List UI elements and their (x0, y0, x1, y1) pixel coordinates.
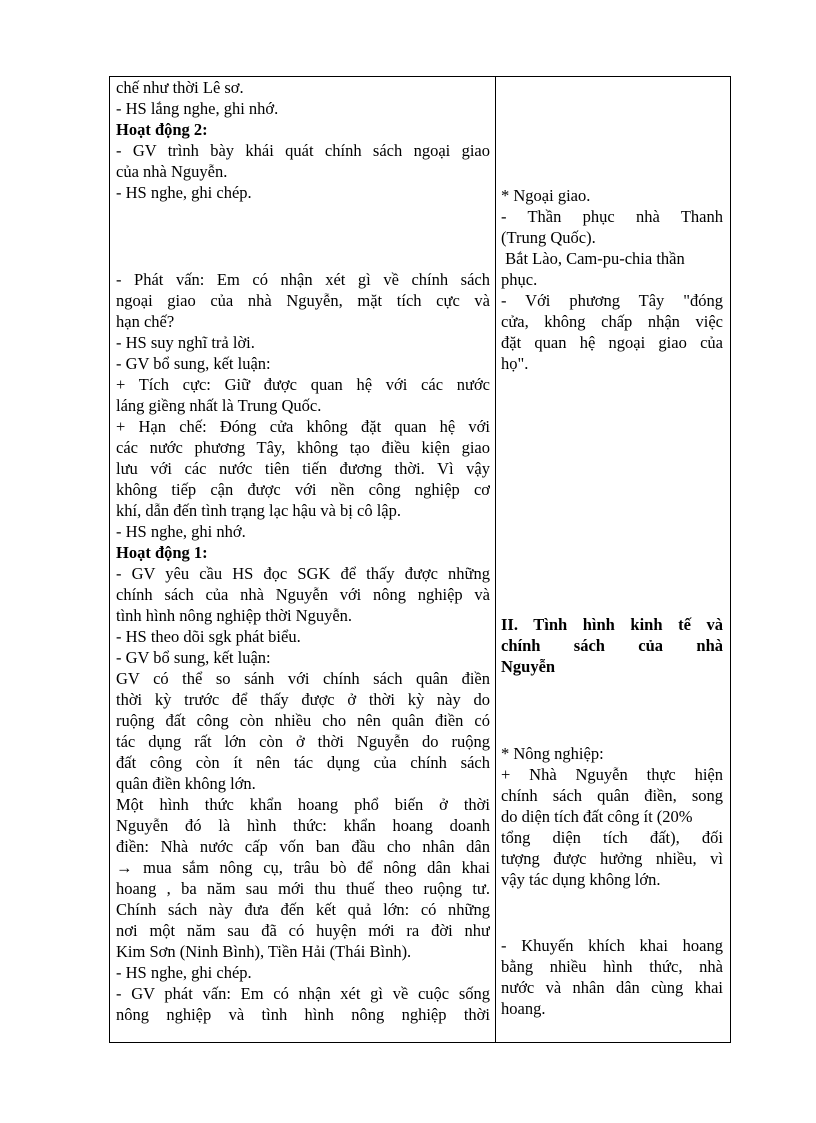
activity-heading: Hoạt động 1: (116, 543, 208, 562)
right-line: + Nhà Nguyễn thực hiện (501, 765, 723, 784)
section-heading: Nguyễn (501, 657, 556, 676)
right-line: do diện tích đất công ít (20% (501, 807, 693, 826)
left-line: tác dụng rất lớn còn ở thời Nguyễn do ruộng (116, 732, 490, 751)
left-line: nơi một năm sau đã có huyện mới ra đời như (116, 921, 490, 940)
left-line: - HS suy nghĩ trả lời. (116, 333, 255, 352)
left-line: chế như thời Lê sơ. (116, 78, 244, 97)
left-line: - GV bổ sung, kết luận: (116, 354, 271, 373)
right-line: bằng nhiều hình thức, nhà (501, 957, 723, 976)
left-line: của nhà Nguyễn. (116, 162, 228, 181)
left-line: + Hạn chế: Đóng cửa không đặt quan hệ với (116, 417, 490, 436)
left-line: nông nghiệp và tình hình nông nghiệp thời (116, 1005, 490, 1024)
left-line: - GV phát vấn: Em có nhận xét gì về cuộc sống (116, 984, 490, 1003)
lesson-table (109, 76, 731, 1043)
right-line: * Ngoại giao. (501, 186, 591, 205)
right-line: chính sách quân điền, song (501, 786, 723, 805)
left-line: điền: Nhà nước cấp vốn ban đầu cho nhân dân (116, 837, 490, 856)
left-line: - HS nghe, ghi nhớ. (116, 522, 246, 541)
left-line: ruộng đất công còn nhiều cho nên quân điền có (116, 711, 490, 730)
left-line: đất công còn ít nên tác dụng của chính sách (116, 753, 490, 772)
right-line: họ". (501, 354, 529, 373)
right-line: (Trung Quốc). (501, 228, 596, 247)
left-line: GV có thể so sánh với chính sách quân điền (116, 669, 490, 688)
left-line: Nguyễn đó là hình thức: khẩn hoang doanh (116, 816, 490, 835)
right-line: - Với phương Tây "đóng (501, 291, 723, 310)
left-line: → mua sắm nông cụ, trâu bò để nông dân khai (116, 858, 490, 877)
left-line: - GV bổ sung, kết luận: (116, 648, 271, 667)
content-column (496, 77, 730, 1042)
left-line: ngoại giao của nhà Nguyễn, mặt tích cực và (116, 291, 490, 310)
left-line: láng giềng nhất là Trung Quốc. (116, 396, 322, 415)
left-line: + Tích cực: Giữ được quan hệ với các nước (116, 375, 490, 394)
right-line: * Nông nghiệp: (501, 744, 604, 763)
right-line: hoang. (501, 999, 546, 1018)
right-line: nước và nhân dân cùng khai (501, 978, 723, 997)
left-line: - GV trình bày khái quát chính sách ngoại giao (116, 141, 490, 160)
left-line: chính sách của nhà Nguyễn với nông nghiệp và (116, 585, 490, 604)
right-line: tượng được hưởng nhiều, vì (501, 849, 723, 868)
right-line: Bắt Lào, Cam-pu-chia thần (501, 249, 685, 268)
left-line: tình hình nông nghiệp thời Nguyễn. (116, 606, 353, 625)
right-line: tổng diện tích đất), đối (501, 828, 723, 847)
activities-column (110, 77, 496, 1042)
left-line: - HS nghe, ghi chép. (116, 183, 252, 202)
right-line: đặt quan hệ ngoại giao của (501, 333, 723, 352)
right-line: vậy tác dụng không lớn. (501, 870, 661, 889)
section-heading: II. Tình hình kinh tế và (501, 615, 723, 634)
left-line: lưu với các nước tiên tiến đương thời. Vì vậy (116, 459, 490, 478)
left-line: - Phát vấn: Em có nhận xét gì về chính sách (116, 270, 490, 289)
left-line: Chính sách này đưa đến kết quả lớn: có những (116, 900, 490, 919)
right-line: cửa, không chấp nhận việc (501, 312, 723, 331)
activity-heading: Hoạt động 2: (116, 120, 208, 139)
left-line: không tiếp cận được với nền công nghiệp cơ (116, 480, 490, 499)
left-line: hạn chế? (116, 312, 175, 331)
right-line: - Khuyến khích khai hoang (501, 936, 723, 955)
right-line: phục. (501, 270, 538, 289)
left-line: - HS nghe, ghi chép. (116, 963, 252, 982)
left-line: các nước phương Tây, không tạo điều kiện giao (116, 438, 490, 457)
section-heading: chính sách của nhà (501, 636, 723, 655)
left-line: - HS theo dõi sgk phát biểu. (116, 627, 301, 646)
left-line: thời kỳ trước để thấy được ở thời kỳ này do (116, 690, 490, 709)
left-line: - HS lắng nghe, ghi nhớ. (116, 99, 279, 118)
left-line: hoang , ba năm sau mới thu thuế theo ruộng tư. (116, 879, 490, 898)
left-line: Một hình thức khẩn hoang phổ biến ở thời (116, 795, 490, 814)
left-line: Kim Sơn (Ninh Bình), Tiền Hải (Thái Bình). (116, 942, 412, 961)
right-line: - Thần phục nhà Thanh (501, 207, 723, 226)
left-line: - GV yêu cầu HS đọc SGK để thấy được những (116, 564, 490, 583)
left-line: khí, dẫn đến tình trạng lạc hậu và bị cô lập. (116, 501, 401, 520)
left-line: quân điền không lớn. (116, 774, 256, 793)
